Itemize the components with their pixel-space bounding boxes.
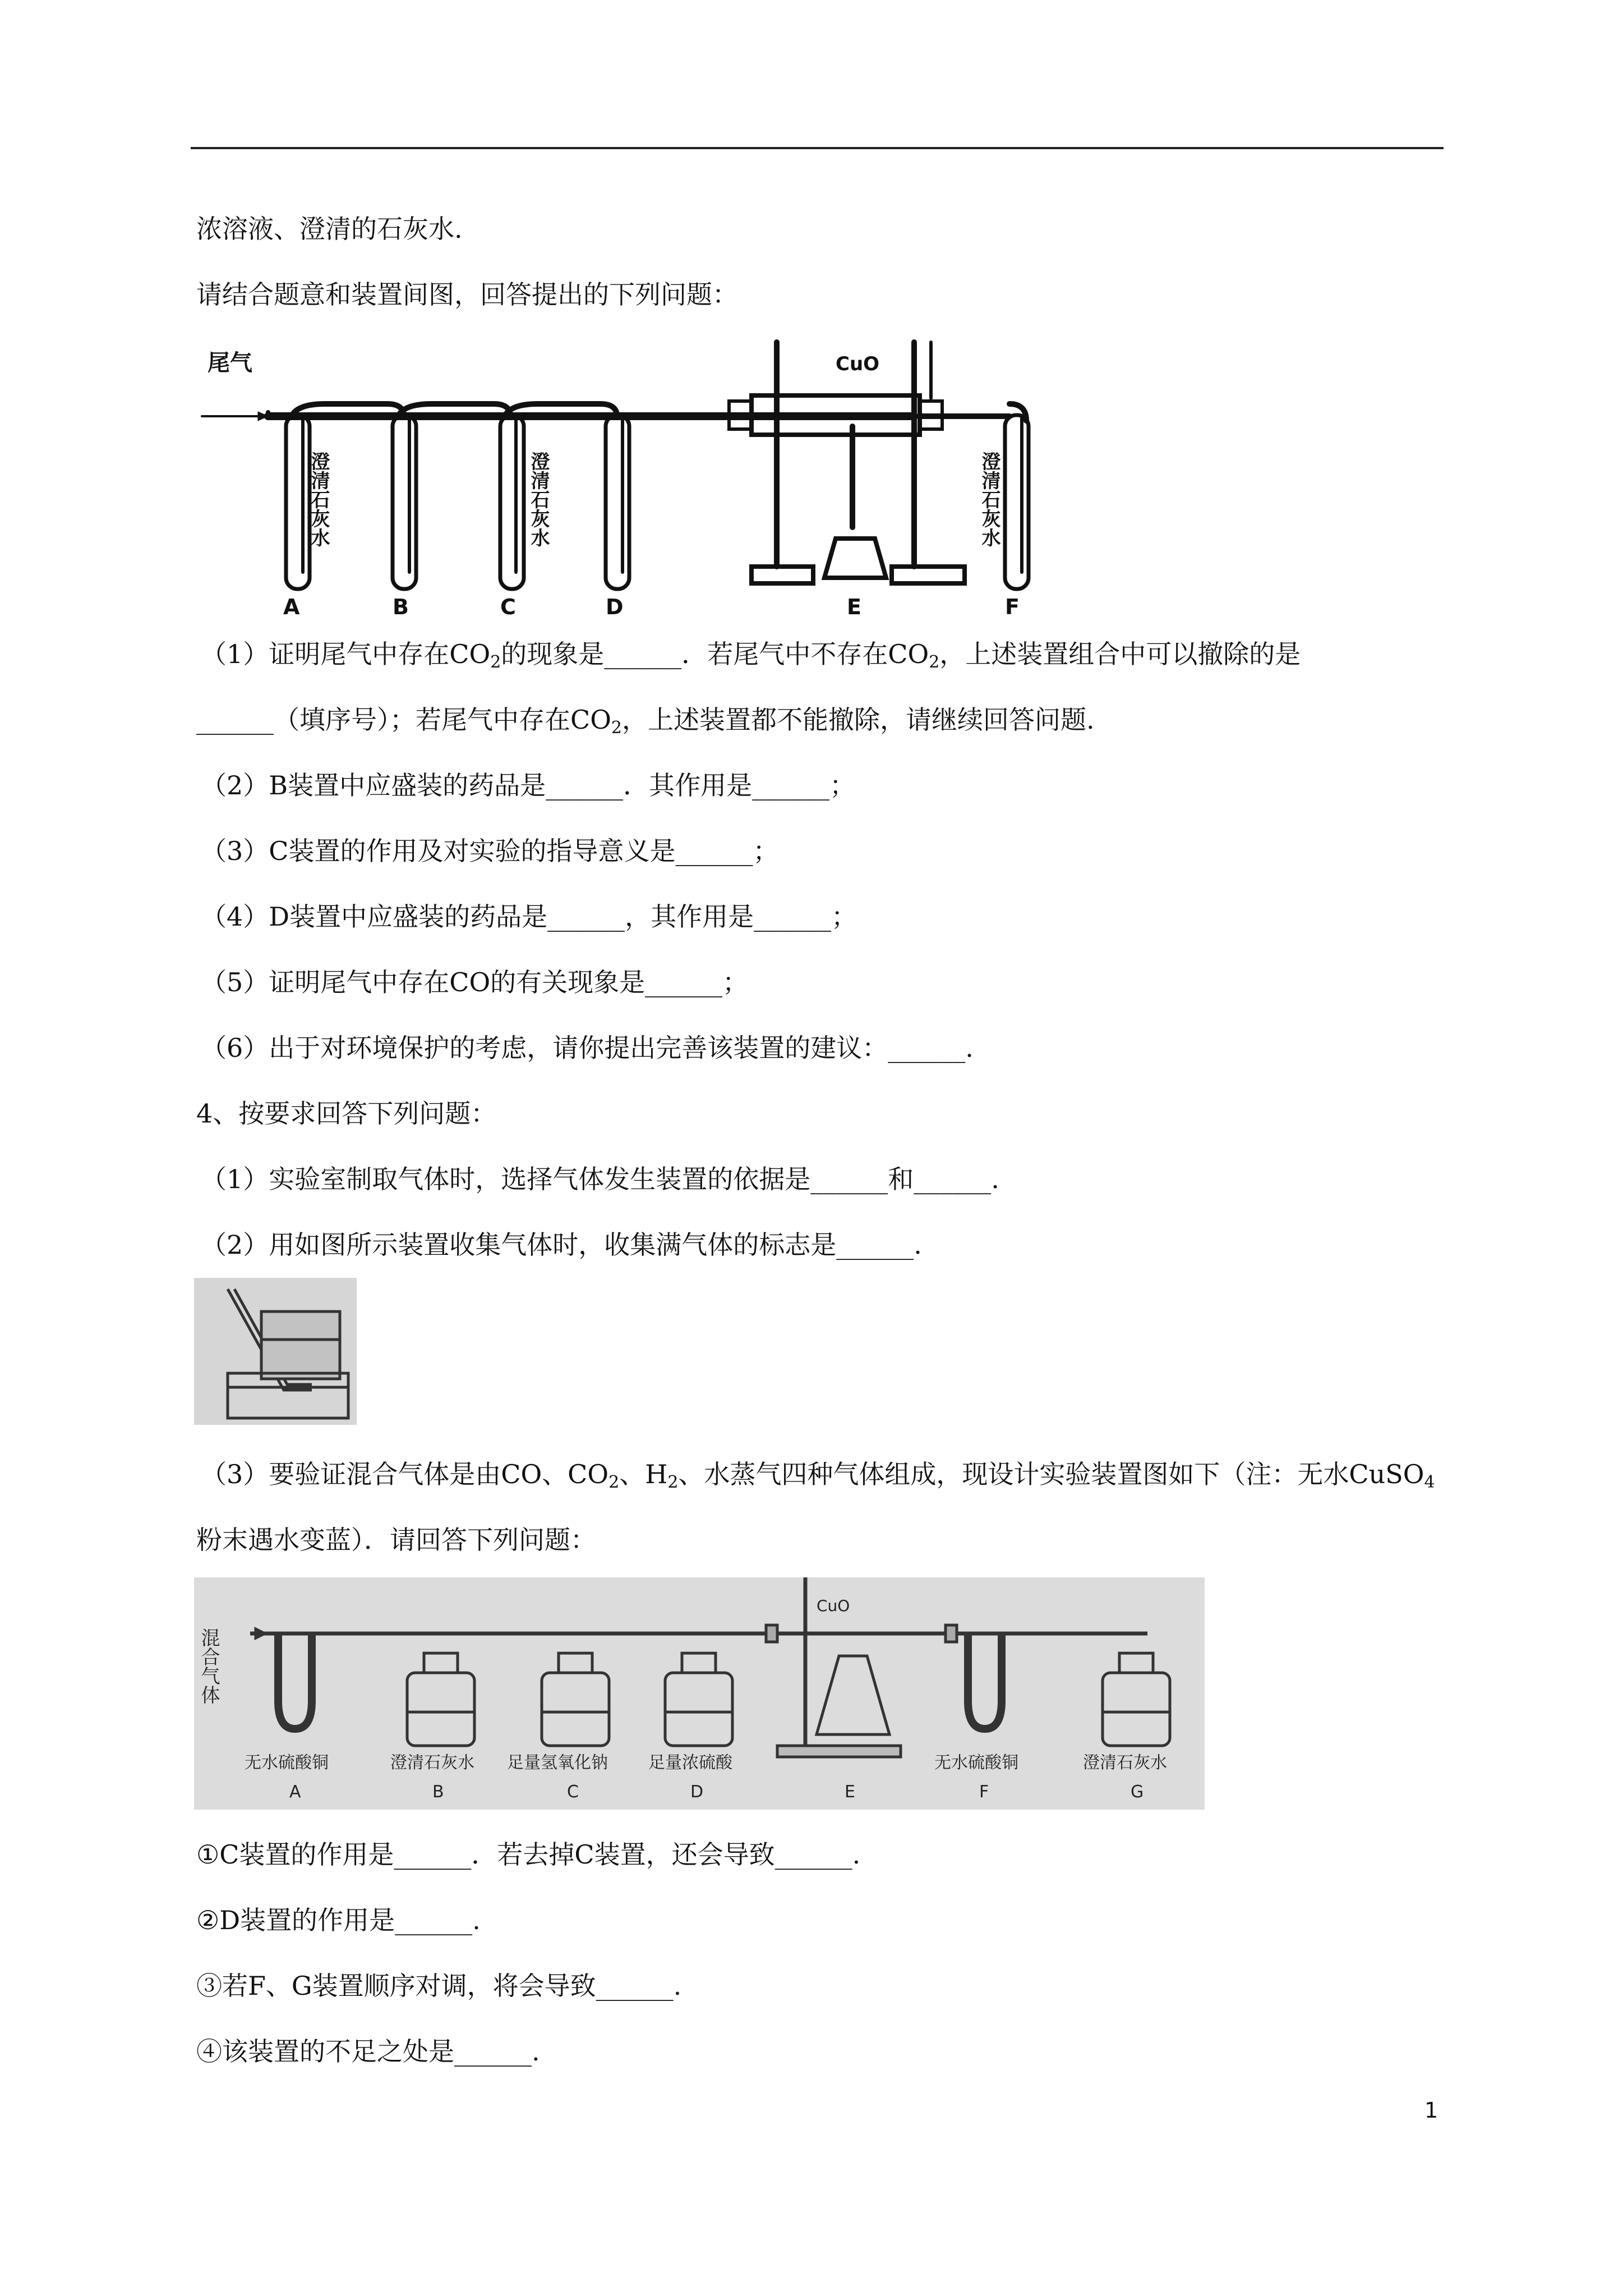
page-number: 1 [1424, 2098, 1438, 2123]
question-3: （3）C装置的作用及对实验的指导意义是______； [201, 836, 779, 866]
figure-mixed-gas-apparatus [194, 1577, 1205, 1810]
sub-question-2: ②D装置的作用是______. [196, 1905, 481, 1935]
question-4: （4）D装置中应盛装的药品是______，其作用是______； [201, 901, 857, 932]
text-line-1: 浓溶液、澄清的石灰水. [196, 214, 463, 244]
part-3: （3）要验证混合气体是由CO、$CO_2$、$H_2$、水蒸气四种气体组成，现设计实验装置图如下（注：无水CuSO$_4$ [201, 1459, 1435, 1492]
fig1-label: F [1005, 595, 1020, 619]
sub-question-3: ③若F、G装置顺序对调，将会导致______. [196, 1971, 682, 2001]
fig3-name: 无水硫酸铜 [934, 1753, 1018, 1773]
text-line-2: 请结合题意和装置间图，回答提出的下列问题： [196, 279, 738, 310]
heading-4: 4、按要求回答下列问题： [196, 1098, 497, 1129]
question-6: （6）出于对环境保护的考虑，请你提出完善该装置的建议：______. [201, 1033, 974, 1063]
fig1-label: D [606, 595, 624, 619]
sub-question-4: ④该装置的不足之处是______. [196, 2036, 540, 2067]
part-2: （2）用如图所示装置收集气体时，收集满气体的标志是______. [201, 1230, 922, 1260]
fig3-name: 澄清石灰水 [1083, 1753, 1167, 1773]
fig1-label: A [283, 595, 300, 619]
header-rule [191, 147, 1444, 149]
question-2: （2）B装置中应盛装的药品是______．其作用是______； [201, 770, 856, 800]
sub-question-1: ①C装置的作用是______．若去掉C装置，还会导致______. [196, 1839, 861, 1870]
fig1-label: B [393, 595, 409, 619]
fig3-name: 足量氢氧化钠 [507, 1753, 608, 1773]
fig1-tube-text: 澄清石灰水 [527, 452, 550, 547]
question-1: （1）证明尾气中存在$CO_2$的现象是______．若尾气中不存在$CO_2$，上述装置组合中可以撤除的是 [201, 639, 1301, 672]
fig3-label: B [432, 1782, 444, 1802]
question-5: （5）证明尾气中存在CO的有关现象是______； [201, 967, 749, 997]
fig1-cuo-label: CuO [836, 353, 880, 375]
fig3-cuo-label: CuO [817, 1596, 850, 1615]
fig1-inlet-label: 尾气 [208, 350, 252, 376]
fig3-label: G [1131, 1782, 1144, 1802]
fig3-name: 无水硫酸铜 [245, 1753, 329, 1773]
fig3-label: E [845, 1782, 855, 1802]
fig1-tube-text: 澄清石灰水 [307, 452, 330, 547]
part-3-cont: 粉末遇水变蓝）．请回答下列问题： [196, 1525, 596, 1555]
fig3-name: 澄清石灰水 [390, 1753, 474, 1773]
fig1-label: C [500, 595, 516, 619]
fig1-label: E [847, 595, 861, 619]
figure-gas-collection [194, 1278, 357, 1425]
fig3-inlet-label: 混合气体 [197, 1628, 220, 1704]
part-1: （1）实验室制取气体时，选择气体发生装置的依据是______和______. [201, 1164, 999, 1194]
fig3-label: C [567, 1782, 579, 1802]
figure-exhaust-apparatus [191, 331, 1066, 623]
fig1-tube-text: 澄清石灰水 [978, 452, 1000, 547]
fig3-label: D [690, 1782, 704, 1802]
fig3-name: 足量浓硫酸 [648, 1753, 732, 1773]
fig3-label: F [979, 1782, 989, 1802]
question-1-cont: ______（填序号）；若尾气中存在$CO_2$，上述装置都不能撤除，请继续回答问题. [196, 705, 1095, 738]
fig3-label: A [289, 1782, 301, 1802]
